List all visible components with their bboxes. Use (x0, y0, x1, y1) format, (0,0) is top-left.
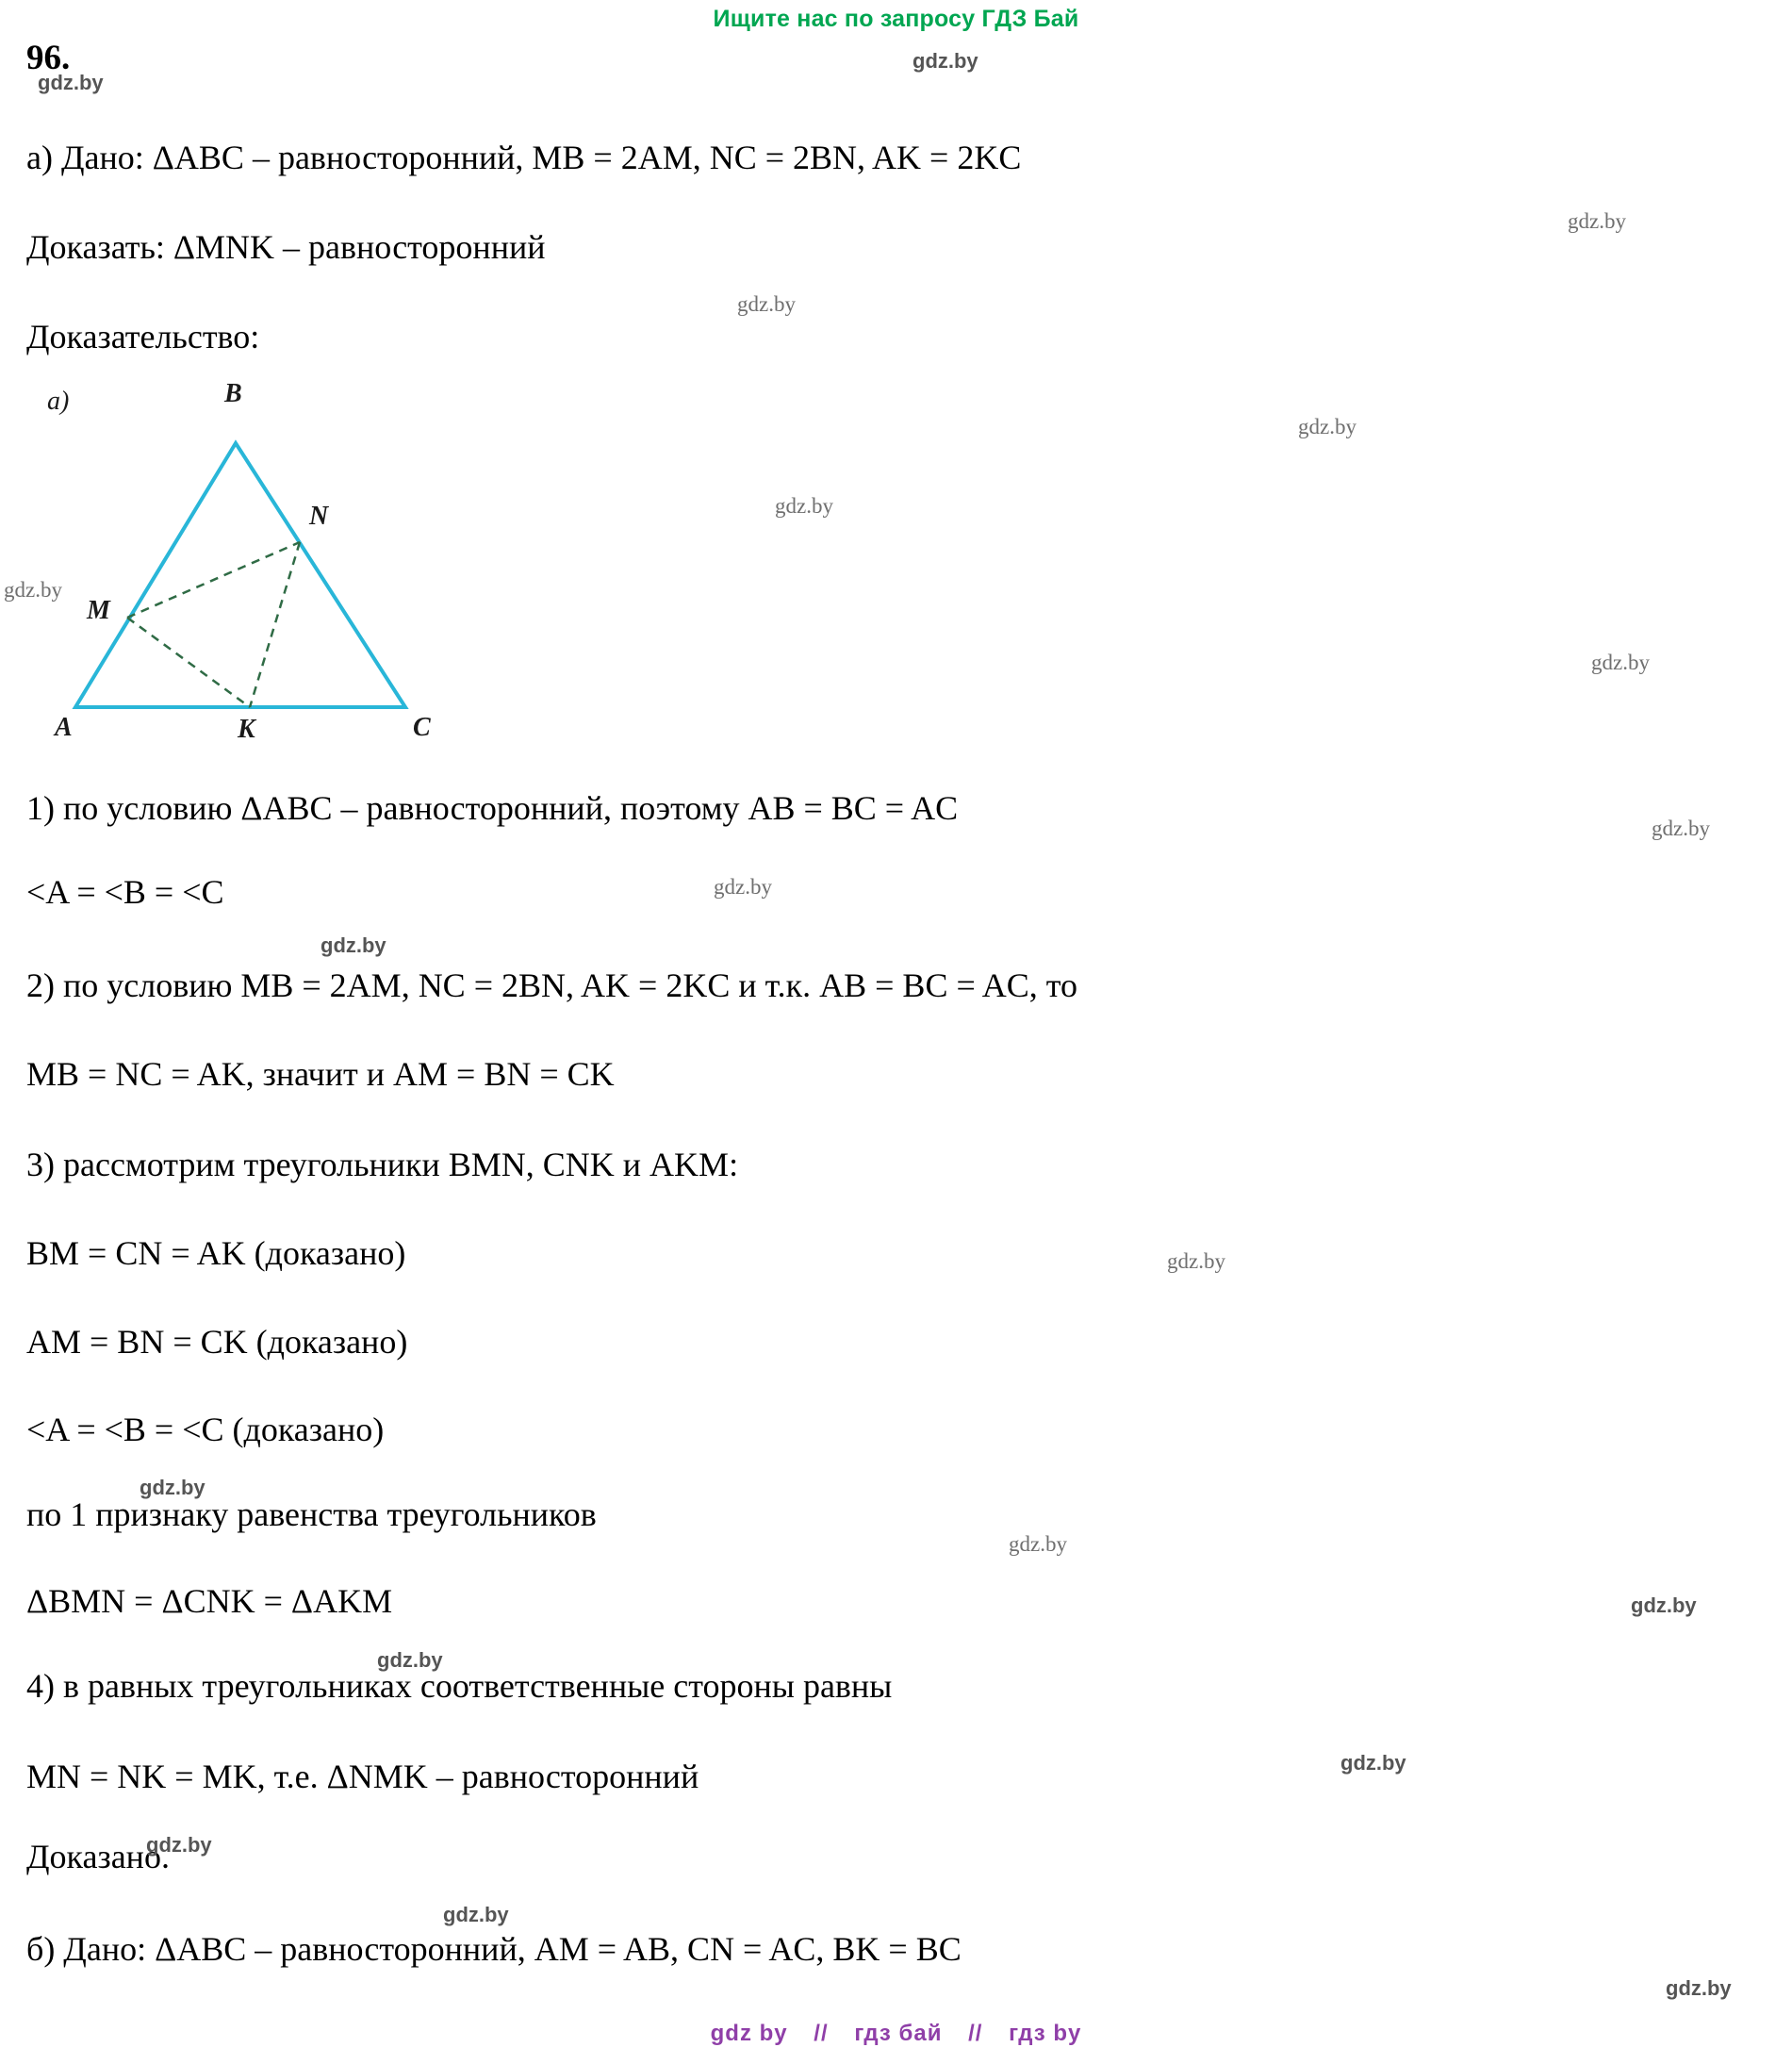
text-line: по 1 признаку равенства треугольников (26, 1495, 597, 1533)
geometry-figure (38, 379, 471, 754)
footer-item: gdz by (710, 2021, 788, 2046)
figure-caption: а) (47, 387, 70, 416)
text-line: BM = CN = AK (доказано) (26, 1234, 406, 1272)
footer (0, 2021, 1792, 2047)
segment-mk (127, 618, 250, 707)
watermark: gdz.by (1666, 1976, 1732, 2000)
vertex-label-b: B (224, 379, 242, 408)
footer-item: гдз бай (854, 2021, 943, 2046)
watermark: gdz.by (1631, 1593, 1697, 1617)
task-number: 96. (26, 39, 71, 77)
text-line: б) Дано: ΔABC – равносторонний, AM = AB, CN = AC, BK = BC (26, 1930, 962, 1968)
text-line: ΔBMN = ΔCNK = ΔAKM (26, 1582, 393, 1620)
watermark: gdz.by (1652, 817, 1710, 840)
footer-separator: // (968, 2021, 983, 2046)
text-line: 4) в равных треугольниках соответственные стороны равны (26, 1667, 893, 1705)
watermark: gdz.by (1009, 1532, 1067, 1556)
watermark: gdz.by (140, 1476, 206, 1499)
segment-nk (250, 542, 300, 707)
promo-banner: Ищите нас по запросу ГДЗ Бай (713, 6, 1079, 32)
watermark: gdz.by (1167, 1249, 1225, 1273)
text-line: 1) по условию ΔABC – равносторонний, поэтому AB = BC = AC (26, 789, 959, 827)
triangle-diagram (38, 396, 471, 754)
watermark: gdz.by (146, 1833, 212, 1857)
watermark: gdz.by (714, 875, 772, 899)
vertex-label-n: N (309, 502, 329, 531)
text-line: MN = NK = MK, т.е. ΔNMK – равносторонний (26, 1758, 699, 1795)
vertex-label-c: C (413, 713, 431, 742)
text-line: MB = NC = AK, значит и AM = BN = CK (26, 1055, 615, 1093)
vertex-label-a: A (55, 713, 73, 742)
text-line: Доказательство: (26, 318, 260, 355)
triangle-abc (75, 443, 405, 707)
text-line: <A = <B = <C (доказано) (26, 1411, 385, 1448)
watermark: gdz.by (775, 494, 833, 518)
watermark: gdz.by (1340, 1751, 1406, 1775)
watermark: gdz.by (443, 1903, 509, 1926)
watermark: gdz.by (1298, 415, 1356, 438)
text-line: AM = BN = CK (доказано) (26, 1323, 408, 1361)
text-line: Доказано. (26, 1838, 170, 1875)
watermark: gdz.by (1591, 651, 1650, 674)
watermark: gdz.by (4, 578, 62, 602)
text-line: Доказать: ΔMNK – равносторонний (26, 228, 546, 266)
watermark: gdz.by (377, 1648, 443, 1672)
vertex-label-m: M (87, 596, 110, 625)
watermark: gdz.by (912, 49, 978, 73)
watermark: gdz.by (38, 71, 104, 94)
text-line: <A = <B = <C (26, 873, 224, 911)
footer-separator: // (814, 2021, 829, 2046)
text-line: 2) по условию MB = 2AM, NC = 2BN, AK = 2KC и т.к. AB = BC = AC, то (26, 966, 1078, 1004)
watermark: gdz.by (321, 933, 386, 957)
text-line: 3) рассмотрим треугольники BMN, CNK и AKM: (26, 1146, 739, 1183)
text-line: а) Дано: ΔABC – равносторонний, MB = 2AM, NC = 2BN, AK = 2KC (26, 139, 1022, 176)
watermark: gdz.by (737, 292, 796, 316)
footer-item: гдз by (1009, 2021, 1082, 2046)
watermark: gdz.by (1568, 209, 1626, 233)
vertex-label-k: K (238, 715, 255, 744)
